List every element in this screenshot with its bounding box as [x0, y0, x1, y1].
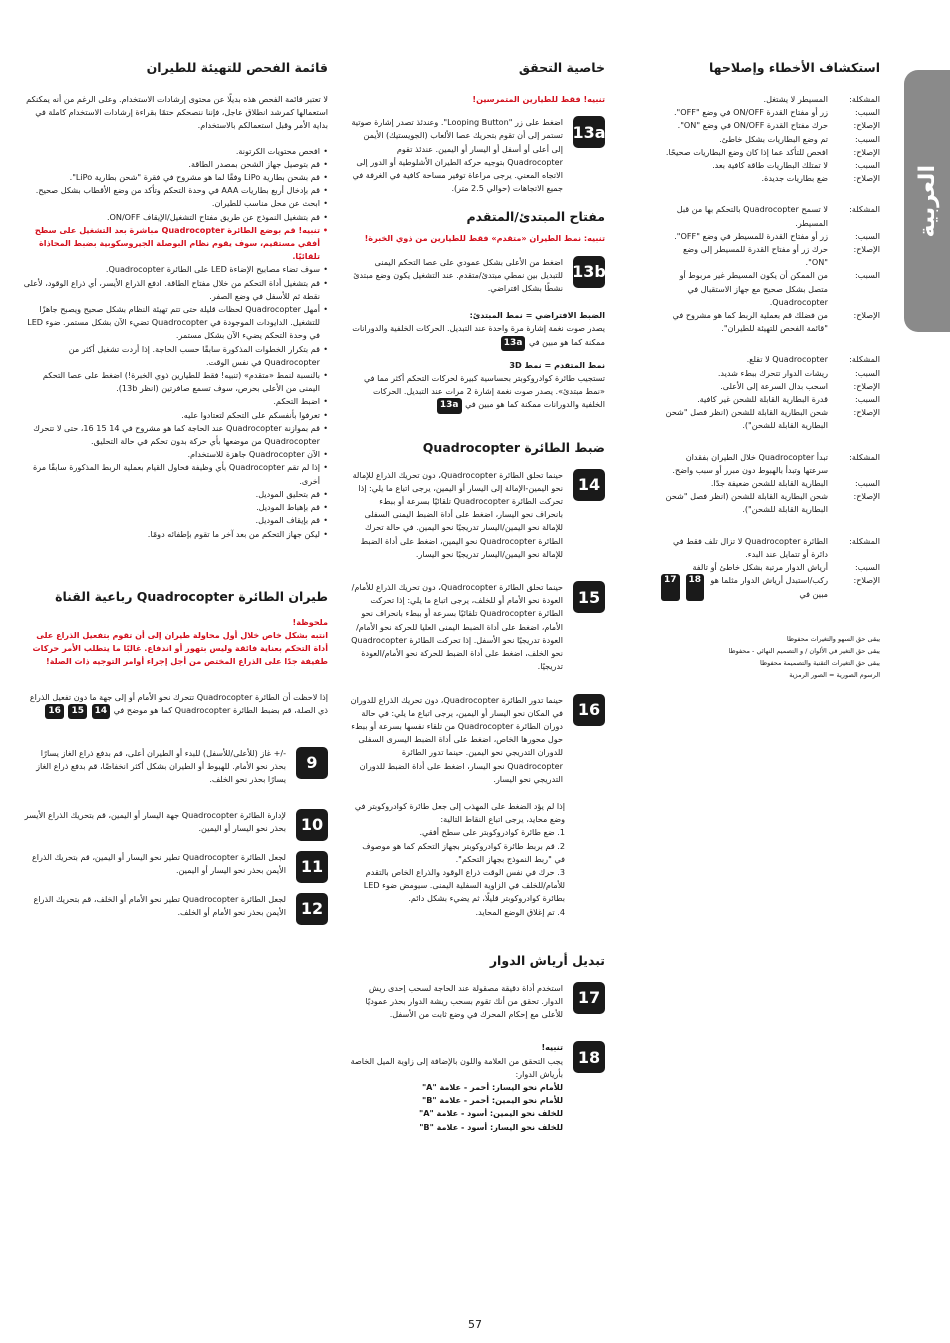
verify-title: خاصية التحقق	[518, 60, 605, 75]
note-line: يبقى حق التغير في الألوان / و التصميم النهائي - محفوظا	[728, 646, 880, 655]
row-value: حرك مفتاح القدرة ON/OFF في وضع "ON".	[677, 120, 828, 131]
troubleshoot-row	[660, 535, 880, 561]
row-value: أرياش الدوار مرتبة بشكل خاطئ أو تالفة	[692, 562, 828, 573]
row-label: السبب:	[854, 394, 880, 405]
troubleshoot-row	[660, 574, 880, 600]
language-tab	[904, 70, 950, 332]
step-text: -/+ غاز (للأعلى/للأسفل) للبدء أو الطيران أعلى، قم بدفع ذراع الغاز يسارًا بحذر نحو الأمام. للهبوط أو الطيران بشكل أكثر انخفاضًا، قم بدفع ذراع الغاز يسارًا بحذر نحو الخلف.	[36, 747, 286, 785]
mode-warning: تنبيه: نمط الطيران «متقدم» فقط للطيارين من ذوي الخبرة!	[364, 233, 605, 244]
row-label: السبب:	[854, 270, 880, 281]
row-label: الإصلاح:	[853, 146, 880, 157]
row-value: الطائرة Quadrocopter لا تزال تلف فقط في دائرة أو تتمايل عند البدء.	[673, 535, 828, 559]
verify-warning: تنبيه! فقط للطيارين المتمرسين!	[472, 94, 605, 104]
rotor-title: تبديل أرياش الدوار	[489, 952, 605, 968]
row-value: تم وضع البطاريات بشكل خاطئ.	[719, 133, 828, 144]
fourch-title: طيران الطائرة Quadrocopter رباعية القناة	[55, 588, 328, 604]
troubleshoot-row	[660, 172, 880, 185]
step-content	[350, 1041, 563, 1133]
row-label: الإصلاح:	[853, 310, 880, 321]
ref-badge: 15	[68, 704, 87, 719]
row-label: السبب:	[854, 133, 880, 144]
troubleshoot-group	[660, 93, 880, 185]
row-value: قدرة البطارية القابلة للشحن غير كافية.	[697, 394, 828, 405]
ref-badge: 13a	[437, 398, 462, 413]
checklist-item: • قم بتحليق الموديل.	[23, 488, 328, 501]
step-15	[350, 581, 605, 673]
step-text: حينما تدور الطائرة Quadrocopter، دون تحريك الذراع للدوران في المكان نحو اليسار أو اليمين، يرجى اتباع ما يلي: في حالة دوران الطائرة Quadrocopter من تلقاء نفسها بسرعة أو ببطء حول محورها الخاص، اضغط على أداة الضبط اليسرى السفلى للدوران التدريجي نحو اليمين. حينما تدور الطائرة Quadrocopter نحو اليسار، اضغط على أداة الضبط للدوران التدريجي نحو اليسار.	[350, 694, 563, 784]
row-label: السبب:	[854, 562, 880, 573]
checklist-item: • قم بإيقاف الموديل.	[23, 514, 328, 527]
row-value: زر أو مفتاح القدرة للمسيطر في وضع "OFF".	[674, 230, 828, 241]
checklist-section	[23, 60, 328, 939]
step-number: 9	[296, 747, 328, 779]
row-label: الإصلاح:	[853, 575, 880, 586]
row-value: ركب/استبدل أرياش الدوار مثلما هو مبين في	[710, 575, 828, 599]
step-number: 15	[573, 581, 605, 613]
row-value: ضع بطاريات جديدة.	[761, 173, 828, 184]
troubleshoot-row	[660, 269, 880, 309]
row-value: المسيطر لا يشتغل.	[763, 94, 828, 104]
row-value: لا تمتلك البطاريات طاقة كافية بعد.	[712, 160, 828, 171]
row-label: الإصلاح:	[853, 244, 880, 255]
troubleshoot-row	[660, 119, 880, 132]
advanced-mode-text: تستجيب طائرة كوادروكوبتر بحساسية كبيرة لحركات التحكم أكثر مما في «نمط مبتدئ». يصدر صوت نغمة إشارة 2 مرات عند التبديل. الحركات الخلفية والدورانات ممكنة كما هو مبين في 13a	[350, 372, 605, 414]
step-9	[23, 747, 328, 787]
default-mode-title: الضبط الافتراضي = نمط المبتدئ:	[469, 310, 605, 321]
troubleshoot-row	[660, 203, 880, 229]
rotor-mark: للخلف نحو اليسار: أسود - علامة "B"	[419, 1121, 563, 1132]
verify-section	[350, 60, 605, 1148]
row-value: اسحب بدال السرعة إلى الأعلى.	[720, 380, 828, 391]
row-value: ريشات الدوار تتحرك ببطء شديد.	[717, 367, 828, 378]
troubleshoot-row	[660, 451, 880, 477]
troubleshoot-row	[660, 561, 880, 574]
calibration-step: 3. حرك في نفس الوقت ذراع الوقود والذراع الخاص بالتقدم للأمام/للخلف في الزاوية السفلية اليمنى. سيومض ضوء LED بطائرة كوادروكوبتر قليلًا، ثم يضيء بشكل دائم.	[363, 866, 565, 904]
step-13a	[350, 116, 605, 195]
row-value: من الممكن أن يكون المسيطر غير مربوط أو متصل بشكل صحيح مع جهاز الاستقبال في Quadrocopter.	[679, 270, 828, 307]
checklist-item: • قم بإهباط الموديل.	[23, 501, 328, 514]
step-text: اضغط على زر "Looping Button". وعندئذ تصدر إشارة صوتية تستمر إلى أن تقوم بتحريك عصا الألعاب (الجويستيك) الأيمن إلى أعلى أو أسفل أو اليسار أو اليمين. عندئذ تقوم Quadrocopter بتوجيه حركة الطيران الأشلوطية أو الدور إلى الاتجاه المعني. يرجى مراعاة توفير مساحة كافية في الغرفة في جميع الاتجاهات (حوالي 2.5 متر).	[351, 117, 563, 194]
row-label: السبب:	[854, 160, 880, 171]
row-value: حرك زر أو مفتاح القدرة للمسيطر إلى وضع "ON".	[682, 244, 828, 268]
step-text: اضغط من الأعلى بشكل عمودي على عصا التحكم اليمنى للتبديل بين نمطي مبتدئ/متقدم. عند التشغيل يكون وضع مبتدئ نشطًا بشكل افتراضي.	[353, 256, 563, 294]
step-14	[350, 469, 605, 561]
ref-badge: 18	[686, 574, 705, 600]
mode-title: مفتاح المبتدئ/المتقدم	[466, 209, 605, 225]
step-text: استخدم أداة دقيقة مصقولة عند الحاجة لسحب إحدى ريش الدوار. تحقق من أنك تقوم بسحب ريشة الدوار بحذر عموديًا للأعلى مع إحكام المحرك في وضع ثابت من الأسفل.	[365, 982, 563, 1020]
note-line: يبقى حق التغيرات التقنية والتصميمة محفوظا	[759, 658, 880, 667]
step-18	[350, 1041, 605, 1133]
troubleshoot-row	[660, 490, 880, 516]
troubleshooting-title: استكشاف الأخطاء وإصلاحها	[708, 60, 880, 75]
step-number: 18	[573, 1041, 605, 1073]
step-text: لجعل الطائرة Quadrocopter تطير نحو اليسار أو اليمين، قم بتحريك الذراع الأيمن بحذر نحو اليسار أو اليمين.	[31, 851, 286, 875]
checklist-item: • تنبيه! قم بوضع الطائرة Quadrocopter مباشرة بعد التشغيل على سطح أفقي مستقيم، سوف يقوم نظام البوصلة الجيروسكوبية بضبط المحاذاة تلقائيًا.	[23, 224, 328, 264]
checklist-intro: لا تعتبر قائمة الفحص هذه بديلًا عن محتوى إرشادات الاستخدام. وعلى الرغم من أنه يمكنكم استعمالها كمرشد انطلاق عاجل، فإننا ننصحكم حتمًا بقراءة إرشادات الاستخدام كاملة في بداية الأمر وقبل استعمالكم بالاستخدام.	[26, 94, 328, 131]
step-13b	[350, 256, 605, 296]
row-label: الإصلاح:	[853, 120, 880, 131]
row-label: المشكلة:	[849, 451, 880, 462]
row-value: افحص للتأكد عما إذا كان وضع البطاريات صحيحًا.	[665, 146, 828, 157]
row-label: الإصلاح:	[853, 407, 880, 418]
checklist-item: • بالنسبة لنمط «متقدم» (تنبيه! فقط للطيارين ذوي الخبرة!) اضغط على عصا التحكم اليمنى من الأعلى بحرص، سوف تسمع صافرتين (انظر 13b).	[23, 369, 328, 395]
troubleshoot-row	[660, 353, 880, 366]
row-value: البطارية القابلة للشحن ضعيفة جدًا.	[710, 478, 828, 489]
checklist-item: • قم بتشغيل أداة التحكم من خلال مفتاح الطاقة. ادفع الذراع الأيسر، أي ذراع الوقود، لأعلى نقطة ثم للأسفل في وضع الصفر.	[23, 277, 328, 303]
note-line: الرسوم الصورية = الصور الرمزية	[789, 670, 880, 679]
checklist-item: • قم بإدخال أربع بطاريات AAA في وحدة التحكم وتأكد من وضع الأقطاب بشكل صحيح.	[23, 184, 328, 197]
checklist-list	[23, 145, 328, 541]
step-text: لجعل الطائرة Quadrocopter تطير نحو الأمام أو الخلف، قم بتحريك الذراع الأيمن بحذر نحو الأمام أو الخلف.	[33, 893, 286, 917]
page-number: 57	[468, 1318, 482, 1331]
troubleshooting-section	[660, 60, 880, 681]
ref-badge: 16	[45, 704, 64, 719]
row-value: Quadrocopter لا تقلع.	[746, 354, 828, 365]
troubleshoot-row	[660, 230, 880, 243]
troubleshoot-row	[660, 309, 880, 335]
step-number: 11	[296, 851, 328, 883]
calibration-intro: إذا لم يؤد الضغط على المهذب إلى جعل طائرة كوادروكوبتر في وضع محايد، يرجى اتباع النقاط التالية:	[354, 800, 565, 825]
step-10	[23, 809, 328, 841]
ref-badge: 14	[92, 704, 111, 719]
row-label: السبب:	[854, 478, 880, 489]
row-label: الإصلاح:	[853, 173, 880, 184]
default-mode-text: يصدر صوت نغمة إشارة مرة واحدة عند التبديل. الحركات الخلفية والدورانات ممكنة كما هو مبين في 13a	[350, 322, 605, 350]
step-11	[23, 851, 328, 883]
drift-text: إذا لاحظت أن الطائرة Quadrocopter تتحرك نحو الأمام أو إلى جهة ما دون تفعيل الذراع ذي الصلة، قم بضبط الطائرة Quadrocopter كما هو موضح في 14 15 16	[23, 691, 328, 719]
trim-title: ضبط الطائرة Quadrocopter	[422, 439, 605, 455]
checklist-item: • سوف تضاء مصابيح الإضاءة LED على الطائرة Quadrocopter.	[23, 263, 328, 276]
troubleshoot-row	[660, 106, 880, 119]
troubleshoot-group	[660, 535, 880, 601]
checklist-item: • الآن Quadrocopter جاهزة للاستخدام.	[23, 448, 328, 461]
checklist-item: • ابحث عن محل مناسب للطيران.	[23, 197, 328, 210]
checklist-item: • قم بتكرار الخطوات المذكورة سابقًا حسب الحاجة. إذا أردت تشغيل أكثر من Quadrocopter في نفس الوقت.	[23, 343, 328, 369]
step-number: 13b	[573, 256, 605, 288]
troubleshoot-row	[660, 367, 880, 380]
calibration-step: 1. ضع طائرة كوادروكوبتر على سطح أفقي.	[419, 827, 565, 838]
note-line: يبقى حق السهو والتغيرات محفوظا	[786, 634, 880, 643]
checklist-item: • إذا لم تقم Quadrocopter بأي وظيفة فحاول القيام بعملية الربط المذكورة سابقًا مرة أخرى.	[23, 461, 328, 487]
checklist-item: • أمهل Quadrocopter لحظات قليلة حتى تتم تهيئة النظام بشكل صحيح ويصبح جاهزًا للتشغيل. الدايودات الموجودة في Quadrocopter تضيء الآن بشكل مستمر. ضوء LED في وحدة التحكم يضيء الآن بشكل مستمر.	[23, 303, 328, 343]
step-number: 13a	[573, 116, 605, 148]
checklist-item: • افحص محتويات الكرتونة.	[23, 145, 328, 158]
row-label: المشكلة:	[849, 94, 880, 104]
row-label: الإصلاح:	[853, 380, 880, 391]
row-label: المشكلة:	[849, 204, 880, 215]
row-label: المشكلة:	[849, 354, 880, 365]
troubleshoot-group	[660, 353, 880, 432]
row-value: شحن البطارية القابلة للشحن (انظر فصل "شحن البطارية القابلة للشحن").	[665, 491, 828, 515]
checklist-item: • قم بتوصيل جهاز الشحن بمصدر الطاقة.	[23, 158, 328, 171]
row-value: تبدأ Quadrocopter خلال الطيران بفقدان سرعتها وتبدأ بالهبوط دون مبرر أو سبب واضح.	[672, 451, 828, 475]
ref-badge: 17	[661, 574, 680, 600]
checklist-title: قائمة الفحص للتهيئة للطيران	[146, 60, 328, 75]
step-text: حينما تحلق الطائرة Quadrocopter، دون تحريك الذراع للأمام/العودة نحو الأمام أو للخلف، يرجى اتباع ما يلي: إذا تحركت الطائرة Quadrocopter تلقائيًا بسرعة أو ببطء بانحراف نحو الأمام، اضغط على أداة الضبط اليمنى العليا للحركة نحو الأمام/العودة تدريجيًا نحو الأسفل. إذا تحركت الطائرة Quadrocopter نحو الخلف، اضغط على أداة الضبط للحركة نحو الأمام/العودة تدريجيًا.	[351, 582, 563, 672]
row-value: شحن البطارية القابلة للشحن (انظر فصل "شحن البطارية القابلة للشحن").	[665, 407, 828, 431]
step-text: يجب التحقق من العلامة واللون بالإضافة إلى زاوية الميل الخاصة بأرياش الدوار:	[350, 1055, 563, 1079]
step-number: 17	[573, 982, 605, 1014]
troubleshoot-row	[660, 477, 880, 490]
troubleshoot-row	[660, 159, 880, 172]
row-label: الإصلاح:	[853, 491, 880, 502]
checklist-item: • تعرفوا بأنفسكم على التحكم لتعتادوا عليه.	[23, 409, 328, 422]
row-value: من فضلك قم بعملية الربط كما هو مشروح في "قائمة الفحص للتهيئة للطيران".	[672, 310, 828, 334]
troubleshoot-row	[660, 146, 880, 159]
troubleshoot-row	[660, 243, 880, 269]
checklist-item: • قم بموازنة Quadrocopter عند الحاجة كما هو مشروح في 14 15 16، حتى لا تتحرك Quadrocopter من موضعها بأي حركة بدون تحكم في حالة التحليق.	[23, 422, 328, 448]
row-label: المشكلة:	[849, 535, 880, 546]
checklist-item: • اضبط التحكم.	[23, 395, 328, 408]
checklist-item: • قم بشحن بطارية LiPo وفقًا لما هو مشروح في فقرة "شحن بطارية LiPo".	[23, 171, 328, 184]
rotor-mark: للأمام نحو اليمين: أحمر - علامة "B"	[421, 1095, 563, 1106]
calibration-block	[350, 800, 605, 919]
step-16	[350, 694, 605, 786]
calibration-step: 2. قم بربط طائرة كوادروكوبتر بجهاز التحكم كما هو موصوف في "ربط النموذج بجهاز التحكم".	[362, 840, 565, 864]
troubleshoot-row	[660, 393, 880, 406]
checklist-item: • ليكن جهاز التحكم من بعد آخر ما تقوم بإطفائه دومًا.	[23, 528, 328, 541]
troubleshoot-row	[660, 133, 880, 146]
row-label: السبب:	[854, 230, 880, 241]
step-warning: تنبيه!	[541, 1042, 563, 1053]
checklist-item: • قم بتشغيل النموذج عن طريق مفتاح التشغيل/الإيقاف ON/OFF.	[23, 211, 328, 224]
row-label: السبب:	[854, 367, 880, 378]
calibration-step: 4. تم إغلاق الوضع المحايد.	[475, 906, 565, 917]
note-title: ملحوظة!	[292, 616, 328, 627]
step-text: لإدارة الطائرة Quadrocopter جهة اليسار أو اليمين، قم بتحريك الذراع الأيسر بحذر نحو اليسار أو اليمين.	[24, 809, 286, 833]
ref-badge: 13a	[501, 336, 526, 351]
row-value: لا تسمح Quadrocopter بالتحكم بها من قبل المسيطر.	[676, 204, 828, 228]
step-number: 12	[296, 893, 328, 925]
advanced-mode-title: نمط المتقدم = نمط 3D	[509, 359, 605, 370]
row-label: السبب:	[854, 107, 880, 118]
step-number: 14	[573, 469, 605, 501]
step-number: 16	[573, 694, 605, 726]
rotor-mark: للخلف نحو اليمين: أسود - علامة "A"	[419, 1108, 563, 1119]
troubleshoot-row	[660, 380, 880, 393]
troubleshooting-list	[660, 93, 880, 601]
troubleshoot-group	[660, 451, 880, 517]
rotor-mark: للأمام نحو اليسار: أحمر - علامة "A"	[421, 1081, 563, 1092]
troubleshoot-row	[660, 406, 880, 432]
note-text: انتبه بشكل خاص خلال أول محاولة طيران إلى أن تقوم بتفعيل الذراع على أداة التحكم بعناية فائقة وليس بتهور أو اندفاع. غالبًا ما يتطلب الأمر حركات طفيفة جدًا على الذراع المختص من أجل إجراء أوامر التوجيه ذات الصلة!	[32, 629, 328, 667]
notes-block	[660, 633, 880, 681]
troubleshoot-row	[660, 93, 880, 106]
step-17	[350, 982, 605, 1022]
step-12	[23, 893, 328, 925]
step-number: 10	[296, 809, 328, 841]
row-value: زر أو مفتاح القدرة ON/OFF في وضع "OFF".	[673, 107, 828, 118]
troubleshoot-group	[660, 203, 880, 335]
step-text: حينما تحلق الطائرة Quadrocopter، دون تحريك الذراع للإمالة نحو اليمين-الإمالة إلى اليسار أو اليمين، يرجى اتباع ما يلي: إذا تحركت الطائرة Quadrocopter تلقائيًا بسرعة أو ببطء بانحراف نحو اليسار، اضغط على أداة الضبط اليمنى السفلى للإمالة نحو اليمين/اليسار تدريجيًا نحو اليمين. في حالة تحرك الطائرة Quadrocopter نحو اليمين، اضغط على أداة الضبط للإمالة نحو اليمين/اليسار تدريجيًا نحو اليسار.	[352, 469, 563, 559]
language-tab-label: العربية	[914, 164, 940, 238]
